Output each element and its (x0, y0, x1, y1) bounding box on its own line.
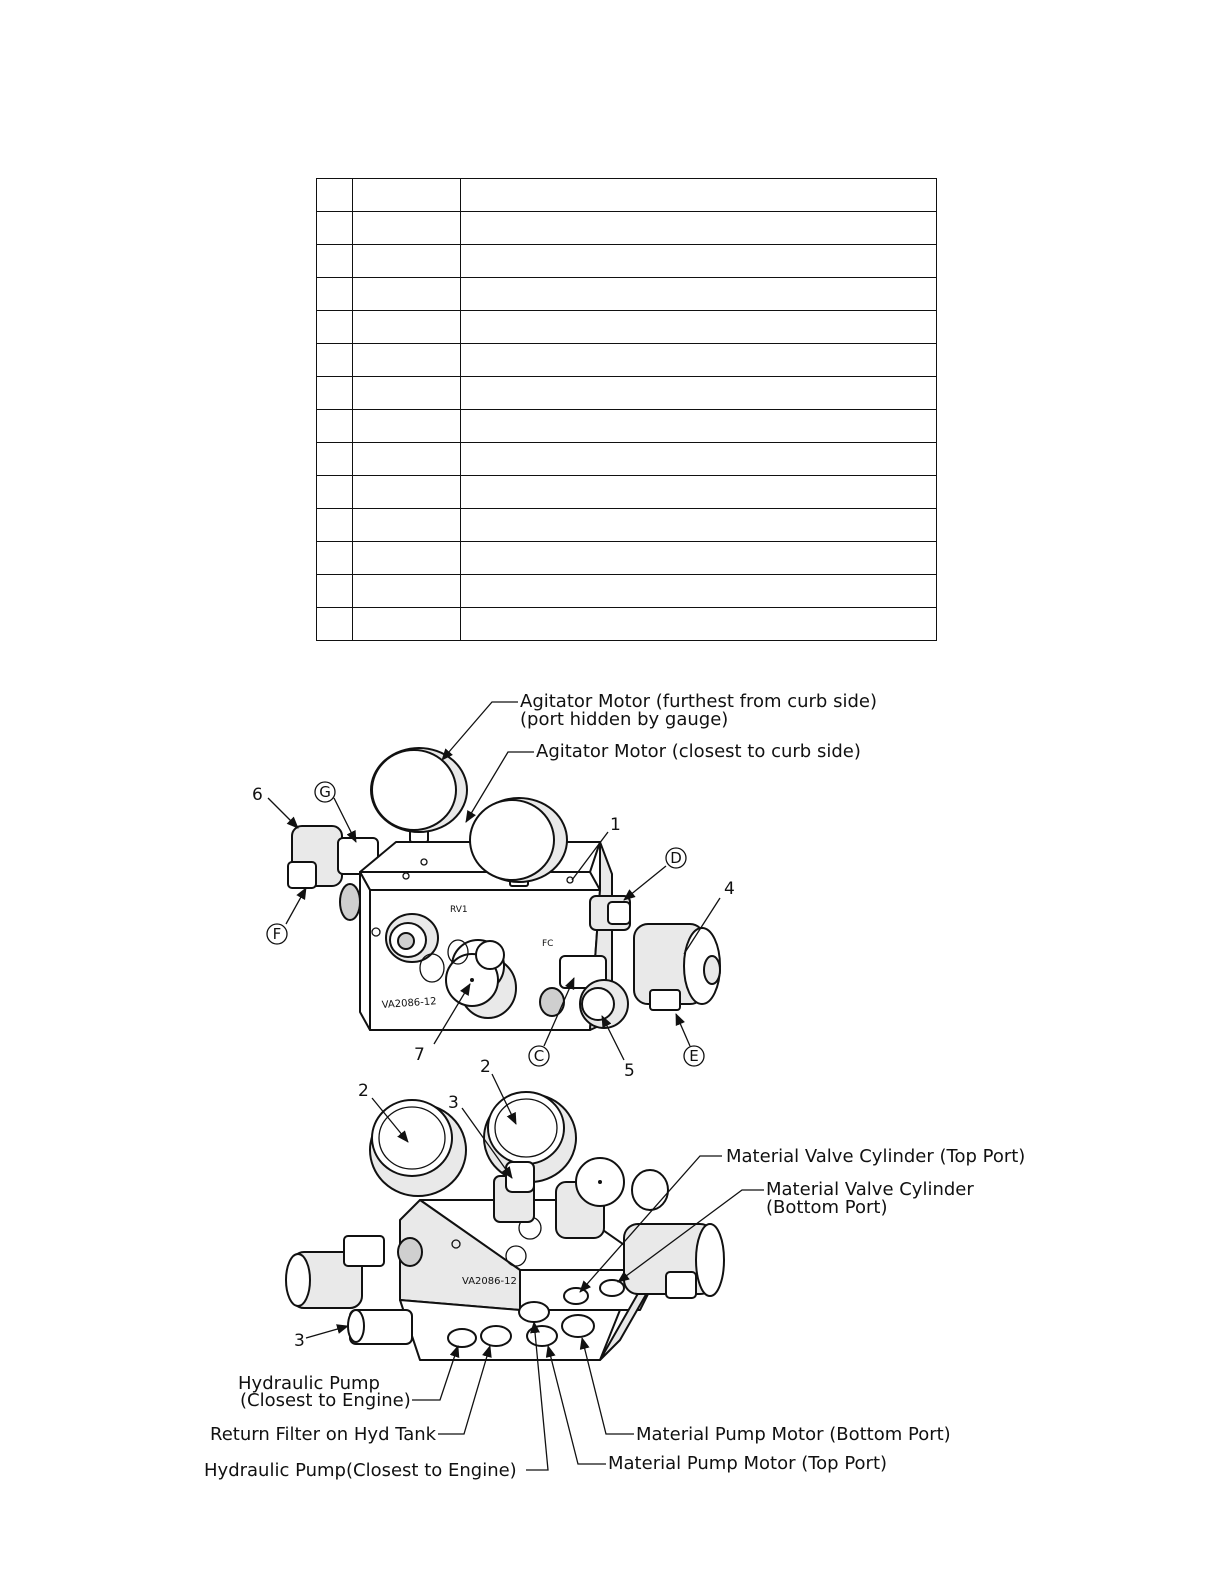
agitator-far-label-line1: Agitator Motor (furthest from curb side) (520, 691, 877, 712)
callout-6: 6 (252, 785, 263, 805)
return-filter-label: Return Filter on Hyd Tank (210, 1424, 437, 1445)
agitator-close-label: Agitator Motor (closest to curb side) (536, 741, 861, 762)
top-view-assembly (288, 748, 720, 1030)
svg-text:D: D (670, 849, 682, 867)
svg-text:F: F (272, 925, 282, 943)
bottom-view-assembly (286, 1092, 724, 1360)
material-valve-top-label: Material Valve Cylinder (Top Port) (726, 1146, 1026, 1167)
bottom-gauge-left (370, 1100, 466, 1196)
callout-d (666, 848, 686, 868)
callout-f (267, 924, 287, 944)
agitator-far-label-line2: (port hidden by gauge) (520, 709, 729, 730)
callout-7: 7 (414, 1045, 425, 1065)
callout-3-left: 3 (294, 1331, 305, 1351)
callout-4: 4 (724, 879, 735, 899)
material-pump-top-label: Material Pump Motor (Top Port) (608, 1453, 888, 1474)
callout-1: 1 (610, 815, 621, 835)
hydraulic-pump-label-line2: (Closest to Engine) (240, 1390, 411, 1411)
top-block-engraving: VA2086-12 (381, 996, 437, 1011)
hydraulic-pump-2-label: Hydraulic Pump(Closest to Engine) (204, 1460, 517, 1481)
gauge-left (371, 748, 467, 842)
material-valve-bottom-label-line1: Material Valve Cylinder (766, 1179, 974, 1200)
material-valve-bottom-label-line2: (Bottom Port) (766, 1197, 888, 1218)
callout-c (529, 1046, 549, 1066)
callout-e (684, 1046, 704, 1066)
bottom-right-solenoid (624, 1224, 724, 1298)
material-pump-bottom-label: Material Pump Motor (Bottom Port) (636, 1424, 951, 1445)
rv1-port-label: RV1 (450, 905, 468, 915)
svg-text:E: E (689, 1047, 699, 1065)
callout-5: 5 (624, 1061, 635, 1081)
fc-port-label: FC (542, 939, 554, 949)
callout-3-top: 3 (448, 1093, 459, 1113)
callout-2-left: 2 (358, 1081, 369, 1101)
svg-text:C: C (533, 1047, 545, 1065)
callout-2-right: 2 (480, 1057, 491, 1077)
svg-text:G: G (319, 783, 331, 801)
bottom-block-engraving: VA2086-12 (462, 1276, 517, 1287)
hydraulic-pump-label-line1: Hydraulic Pump (238, 1373, 380, 1394)
callout-g (315, 782, 335, 802)
